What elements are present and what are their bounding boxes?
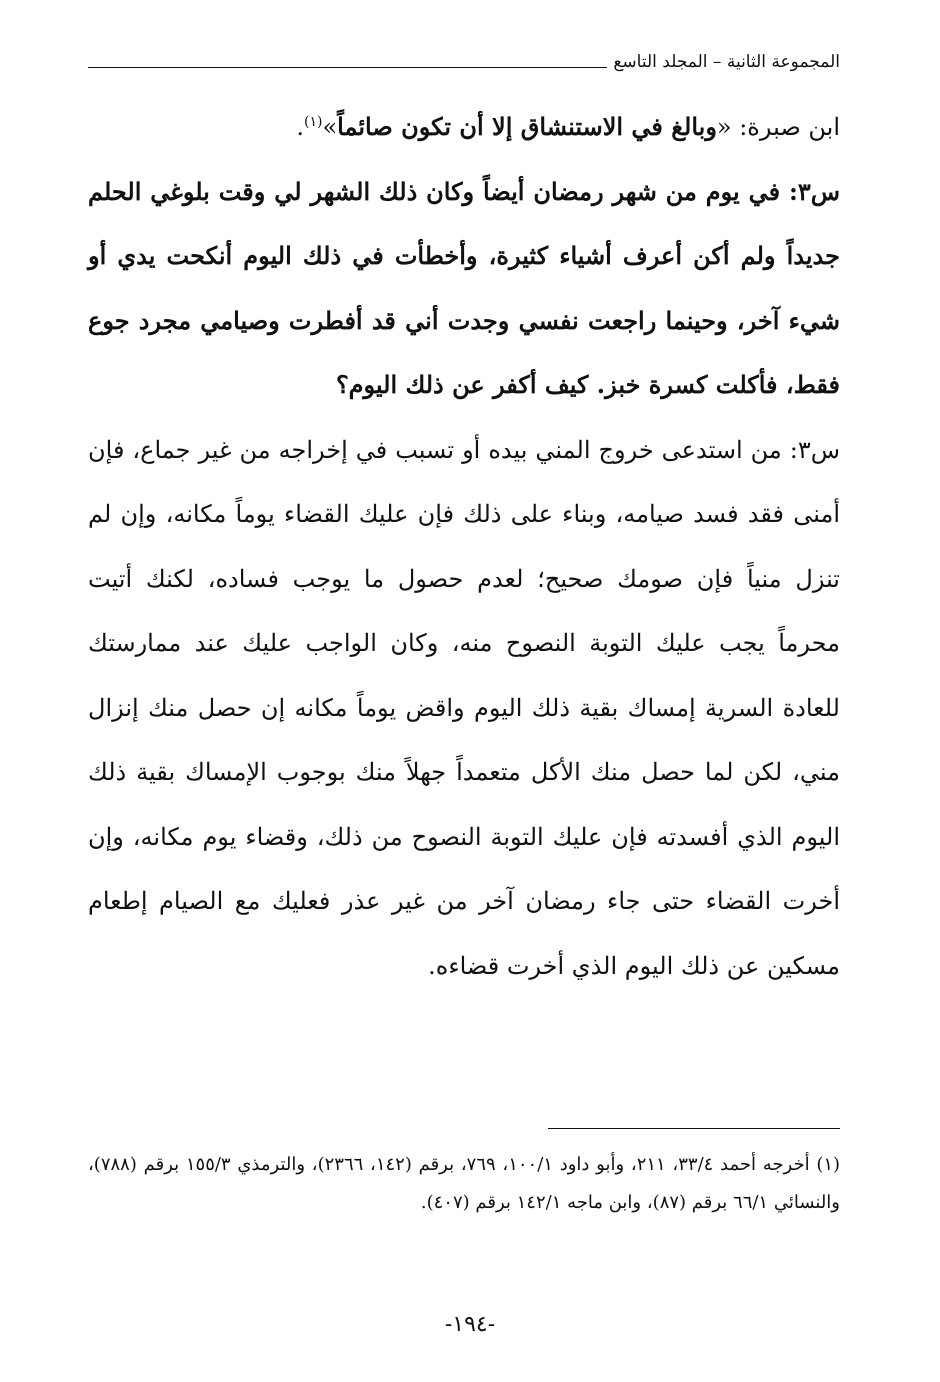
main-text — [88, 95, 840, 998]
footnotes — [88, 1146, 840, 1222]
footnote-marker: (١) — [304, 114, 323, 130]
running-header — [88, 52, 840, 72]
answer-paragraph: س٣: من استدعى خروج المني بيده أو تسبب في إخراجه من غير جماع، فإن أمنى فقد فسد صيامه، وبناء على ذلك فإن عليك القضاء يوماً مكانه، وإن لم تنزل منياً فإن صومك صحيح؛ لعدم حصول ما يوجب فساده، لكنك أتيت محرماً يجب عليك التوبة النصوح منه، وكان الواجب عليك عند ممارستك للعادة السرية إمساك بقية ذلك اليوم واقض يوماً مكانه إن حصل منك إنزال مني، لكن لما حصل منك الأكل متعمداً جهلاً منك بوجوب الإمساك بقية ذلك اليوم الذي أفسدته فإن عليك التوبة النصوح من ذلك، وقضاء يوم مكانه، وإن أخرت القضاء حتى جاء رمضان آخر من غير عذر فعليك مع الصيام إطعام مسكين عن ذلك اليوم الذي أخرت قضاءه. — [88, 435, 840, 980]
hadith-intro: ابن صبرة: « — [716, 113, 840, 141]
hadith-end: . — [296, 113, 305, 141]
header-rule — [88, 67, 607, 68]
running-title: المجموعة الثانية – المجلد التاسع — [613, 52, 840, 72]
page-number: -١٩٤- — [444, 1312, 496, 1337]
hadith-quote: وبالغ في الاستنشاق إلا أن تكون صائماً — [337, 112, 717, 141]
footnote-separator — [548, 1128, 840, 1129]
hadith-paragraph — [88, 95, 840, 160]
footnote-1: (١) أخرجه أحمد ٣٣/٤، ٢١١، وأبو داود ١٠٠/١، ٧٦٩، برقم (١٤٢، ٢٣٦٦)، والترمذي ١٥٥/٣ برقم (٧٨٨)، والنسائي ٦٦/١ برقم (٨٧)، وابن ماجه ١٤٢/١ برقم (٤٠٧). — [88, 1154, 841, 1213]
question-paragraph: س٣: في يوم من شهر رمضان أيضاً وكان ذلك الشهر لي وقت بلوغي الحلم جديداً ولم أكن أعرف أشياء كثيرة، وأخطأت في ذلك اليوم أنكحت يدي أو شيء آخر، وحينما راجعت نفسي وجدت أني قد أفطرت وصيامي مجرد جوع فقط، فأكلت كسرة خبز. كيف أكفر عن ذلك اليوم؟ — [88, 176, 841, 399]
hadith-quote-close: » — [322, 113, 338, 141]
